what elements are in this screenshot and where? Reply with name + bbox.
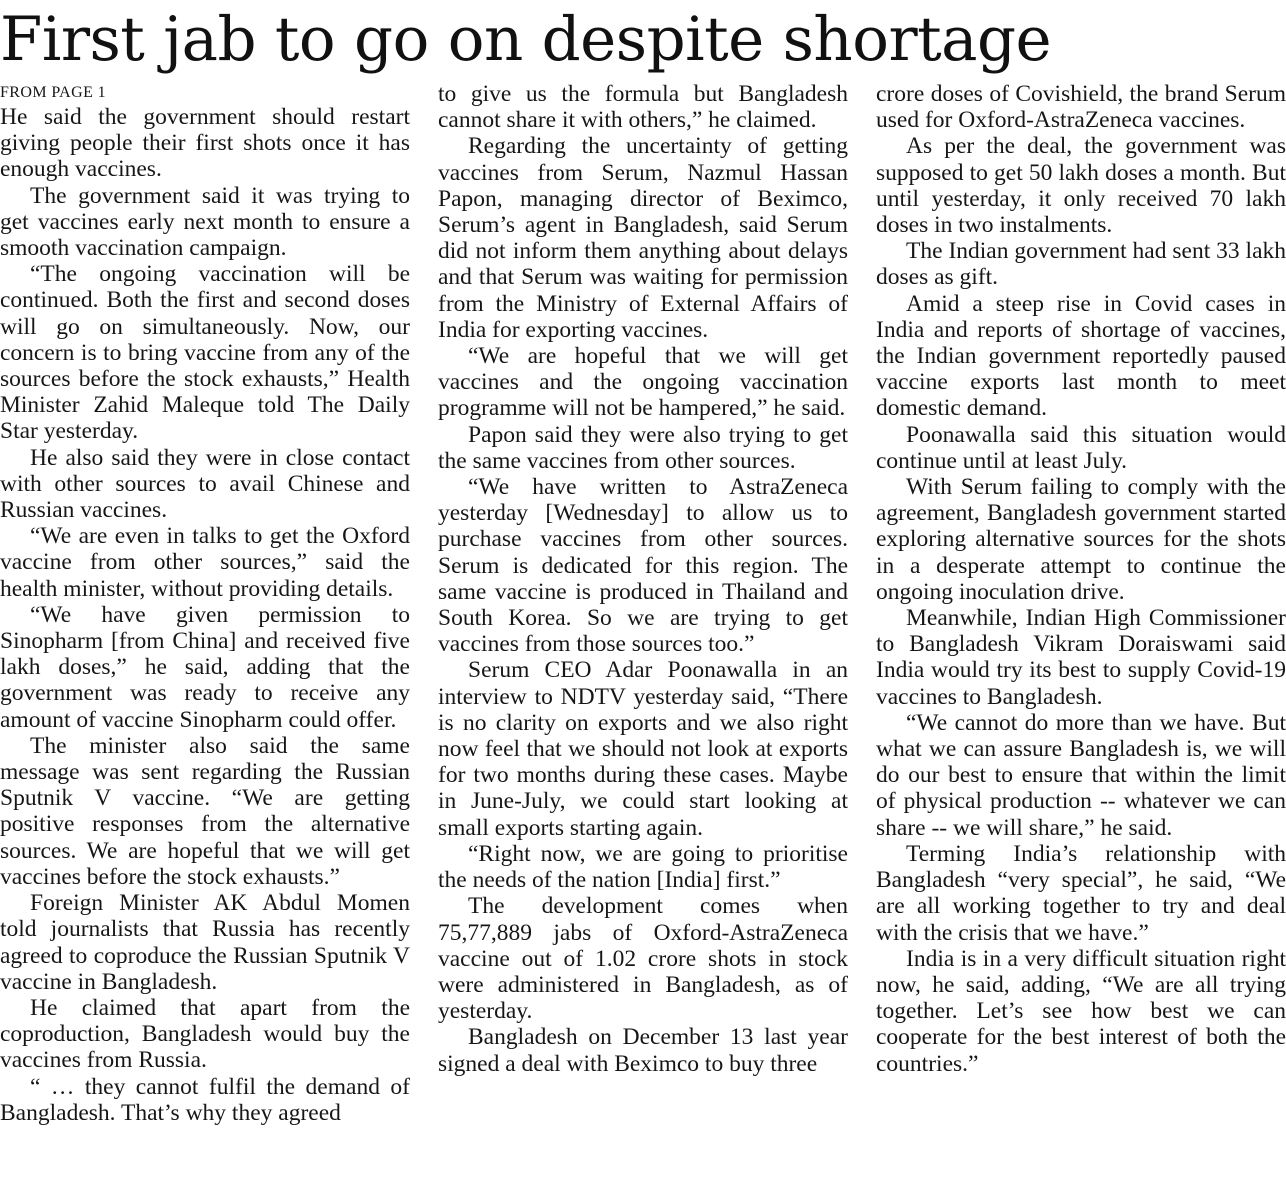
paragraph: “Right now, we are going to prioritise the needs of the nation [India] first.” (438, 840, 848, 894)
paragraph: Amid a steep rise in Covid cases in India and reports of shortage of vaccines, the Indian government reportedly paused vaccine exports last month to meet domestic demand. (876, 290, 1286, 422)
paragraph: He said the government should restart giving people their first shots once it has enough vaccines. (0, 104, 410, 183)
article-column-1 (0, 82, 410, 1194)
paragraph: He claimed that apart from the coproduction, Bangladesh would buy the vaccines from Russia. (0, 994, 410, 1074)
paragraph: “We cannot do more than we have. But what we can assure Bangladesh is, we will do our best to ensure that within the limit of physical production -- whatever we can share -- we will share,” he said. (876, 709, 1286, 841)
article-column-2 (438, 81, 848, 1193)
paragraph-continued: crore doses of Covishield, the brand Serum used for Oxford-AstraZeneca vaccines. (876, 81, 1286, 134)
paragraph: Meanwhile, Indian High Commissioner to Bangladesh Vikram Doraiswami said India would try its best to supply Covid-19 vaccines to Bangladesh. (876, 605, 1286, 710)
headline: First jab to go on despite shortage (0, 4, 1052, 75)
article-column-3 (876, 81, 1286, 1193)
paragraph: The government said it was trying to get vaccines early next month to ensure a smooth vaccination campaign. (0, 182, 410, 262)
paragraph: Terming India’s relationship with Bangladesh “very special”, he said, “We are all working together to try and deal with the crisis that we have.” (876, 840, 1286, 946)
kicker-from-page-1: FROM PAGE 1 (0, 84, 107, 101)
paragraph: The Indian government had sent 33 lakh doses as gift. (876, 238, 1286, 291)
paragraph: As per the deal, the government was supposed to get 50 lakh doses a month. But until yesterday, it only received 70 lakh doses in two instalments. (876, 133, 1286, 239)
paragraph: Foreign Minister AK Abdul Momen told journalists that Russia has recently agreed to coproduce the Russian Sputnik V vaccine in Bangladesh. (0, 890, 410, 995)
paragraph: “We have given permission to Sinopharm [from China] and received five lakh doses,” he said, adding that the government was ready to receive any amount of vaccine Sinopharm could offer. (0, 601, 410, 733)
paragraph: “We are hopeful that we will get vaccines and the ongoing vaccination programme will not be hampered,” he said. (438, 343, 848, 422)
paragraph: He also said they were in close contact with other sources to avail Chinese and Russian vaccines. (0, 444, 410, 524)
paragraph: “We have written to AstraZeneca yesterday [Wednesday] to allow us to purchase vaccines from other sources. Serum is dedicated for this region. The same vaccine is produced in Thailand and South Korea. So we are trying to get vaccines from those sources too.” (438, 474, 848, 658)
paragraph: “The ongoing vaccination will be continued. Both the first and second doses will go on simultaneously. Now, our concern is to bring vaccine from any of the sources before the stock exhausts,” Health Minister Zahid Maleque told The Daily Star yesterday. (0, 261, 410, 445)
paragraph: Bangladesh on December 13 last year signed a deal with Beximco to buy three (438, 1024, 848, 1077)
paragraph: With Serum failing to comply with the agreement, Bangladesh government started exploring alternative sources for the shots in a desperate attempt to continue the ongoing inoculation drive. (876, 474, 1286, 605)
paragraph: The development comes when 75,77,889 jabs of Oxford-AstraZeneca vaccine out of 1.02 crore shots in stock were administered in Bangladesh, as of yesterday. (438, 893, 848, 1025)
paragraph: “ … they cannot fulfil the demand of Bangladesh. That’s why they agreed (0, 1073, 410, 1126)
paragraph: The minister also said the same message was sent regarding the Russian Sputnik V vaccine. “We are getting positive responses from the alternative sources. We are hopeful that we will get vaccines before the stock exhausts.” (0, 732, 410, 890)
paragraph: Serum CEO Adar Poonawalla in an interview to NDTV yesterday said, “There is no clarity on exports and we also right now feel that we should not look at exports for two months during these cases. Maybe in June-July, we could start looking at small exports starting again. (438, 657, 848, 841)
paragraph: India is in a very difficult situation right now, he said, adding, “We are all trying together. Let’s see how best we can cooperate for the best interest of both the countries.” (876, 945, 1286, 1077)
paragraph: Regarding the uncertainty of getting vaccines from Serum, Nazmul Hassan Papon, managing director of Beximco, Serum’s agent in Bangladesh, said Serum did not inform them anything about delays and that Serum was waiting for permission from the Ministry of External Affairs of India for exporting vaccines. (438, 133, 848, 343)
paragraph: Papon said they were also trying to get the same vaccines from other sources. (438, 421, 848, 474)
paragraph-continued: to give us the formula but Bangladesh cannot share it with others,” he claimed. (438, 81, 848, 134)
paragraph: Poonawalla said this situation would continue until at least July. (876, 421, 1286, 474)
paragraph: “We are even in talks to get the Oxford vaccine from other sources,” said the health minister, without providing details. (0, 523, 410, 602)
